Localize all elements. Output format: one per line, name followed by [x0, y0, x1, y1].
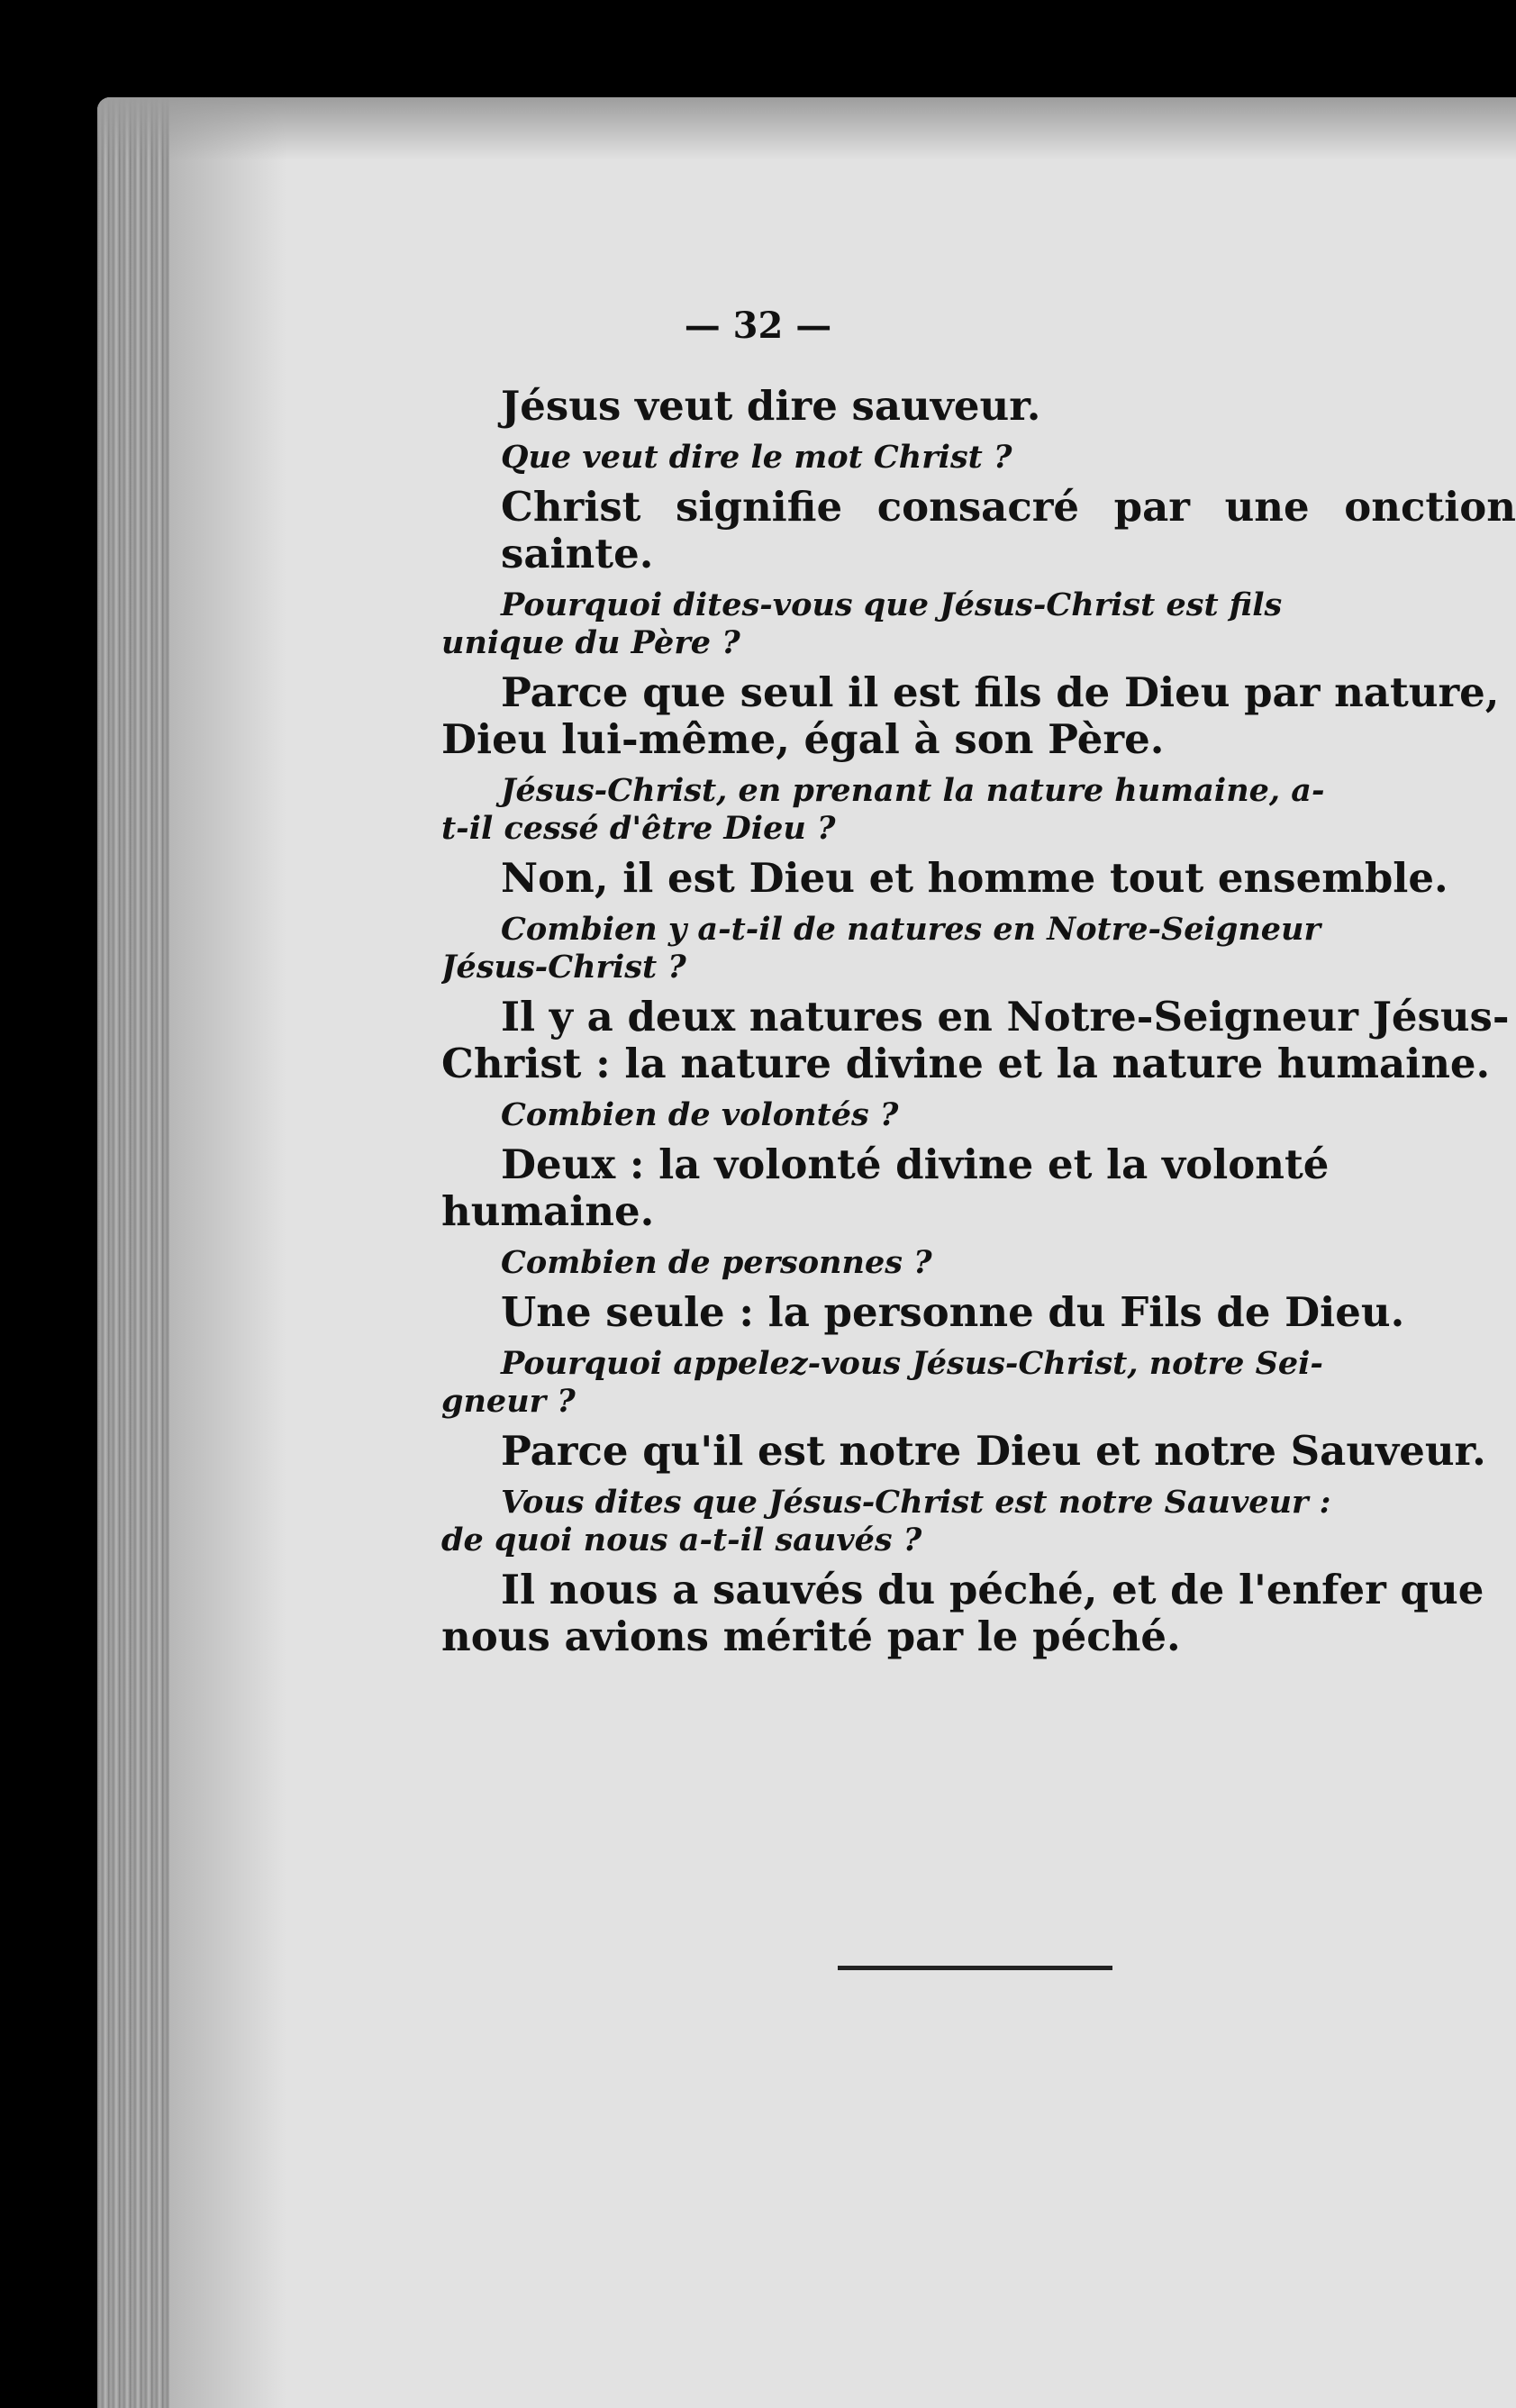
answer-line: Dieu lui-même, égal à son Père. — [441, 715, 1165, 763]
answer-paragraph — [441, 383, 1516, 430]
answer-line: Il y a deux natures en Notre-Seigneur Jésus- — [501, 993, 1510, 1040]
question-line: Pourquoi dites-vous que Jésus-Christ est fils — [501, 586, 1283, 623]
answer-line: Parce que seul il est fils de Dieu par nature, — [501, 668, 1500, 716]
question-line: gneur ? — [441, 1383, 576, 1420]
answer-line: Parce qu'il est notre Dieu et notre Sauveur. — [501, 1427, 1486, 1475]
answer-paragraph — [441, 484, 1516, 577]
question-line: Vous dites que Jésus-Christ est notre Sauveur : — [501, 1484, 1331, 1521]
question-paragraph — [441, 1244, 1516, 1282]
question-paragraph — [441, 1096, 1516, 1134]
end-rule — [838, 1966, 1112, 1970]
question-paragraph — [441, 586, 1516, 662]
question-line: t-il cessé d'être Dieu ? — [441, 810, 836, 847]
question-line: Pourquoi appelez-vous Jésus-Christ, notre Sei- — [501, 1345, 1323, 1382]
page-top-shade — [97, 97, 1516, 160]
answer-paragraph — [441, 855, 1516, 902]
question-paragraph — [441, 772, 1516, 848]
question-line: Que veut dire le mot Christ ? — [501, 439, 1012, 476]
answer-line: Christ : la nature divine et la nature humaine. — [441, 1040, 1491, 1087]
answer-line: Jésus veut dire sauveur. — [501, 383, 1041, 430]
question-line: Jésus-Christ, en prenant la nature humaine, a- — [501, 772, 1325, 809]
answer-paragraph — [441, 1567, 1516, 1660]
page-number: — 32 — — [684, 304, 832, 347]
question-line: unique du Père ? — [441, 624, 740, 661]
page-gutter-shadow — [97, 97, 169, 2408]
answer-paragraph — [441, 1141, 1516, 1235]
answer-line: Non, il est Dieu et homme tout ensemble. — [501, 854, 1448, 902]
question-line: Jésus-Christ ? — [441, 949, 686, 986]
answer-line: nous avions mérité par le péché. — [441, 1613, 1181, 1660]
answer-line: humaine. — [441, 1187, 655, 1235]
answer-line: Il nous a sauvés du péché, et de l'enfer que — [501, 1566, 1484, 1613]
answer-paragraph — [441, 1289, 1516, 1336]
answer-line: Christ signifie consacré par une onction sainte. — [501, 483, 1516, 577]
answer-paragraph — [441, 669, 1516, 763]
question-line: Combien de personnes ? — [501, 1244, 932, 1281]
question-line: Combien y a-t-il de natures en Notre-Seigneur — [501, 911, 1321, 948]
catechism-text — [441, 383, 1516, 1669]
answer-paragraph — [441, 994, 1516, 1087]
answer-line: Deux : la volonté divine et la volonté — [501, 1140, 1330, 1188]
question-paragraph — [441, 439, 1516, 477]
question-line: Combien de volontés ? — [501, 1096, 899, 1133]
page-gutter-fade — [169, 97, 286, 2408]
answer-paragraph — [441, 1428, 1516, 1475]
question-paragraph — [441, 1345, 1516, 1421]
question-paragraph — [441, 1484, 1516, 1559]
question-paragraph — [441, 911, 1516, 986]
question-line: de quoi nous a-t-il sauvés ? — [441, 1522, 922, 1558]
answer-line: Une seule : la personne du Fils de Dieu. — [501, 1288, 1405, 1336]
